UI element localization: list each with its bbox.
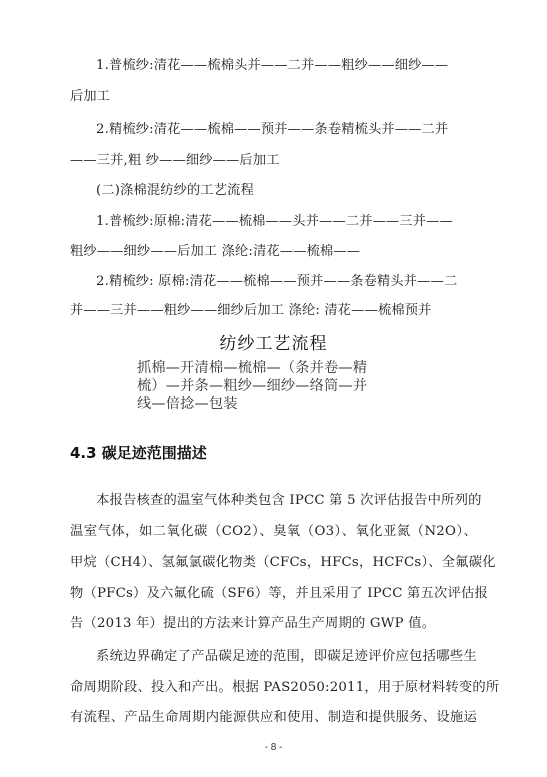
paragraph-line: 物（PFCs）及六氟化硫（SF6）等，并且采用了 IPCC 第五次评估报 bbox=[70, 586, 488, 601]
paragraph-line: 甲烷（CH4）、氢氟氯碳化物类（CFCs，HFCs，HCFCs）、全氟碳化 bbox=[70, 555, 496, 570]
process-line: 2.精梳纱:清花——梳棉——预并——条卷精梳头并——二并 bbox=[96, 122, 449, 137]
process-line: 2.精梳纱: 原棉:清花——梳棉——预并——条卷精头并——二 bbox=[96, 274, 458, 289]
paragraph-line: 本报告核查的温室气体种类包含 IPCC 第 5 次评估报告中所列的 bbox=[96, 493, 482, 508]
section-heading: 4.3 碳足迹范围描述 bbox=[70, 444, 207, 462]
process-line: ——三并,粗 纱——细纱——后加工 bbox=[70, 153, 280, 168]
paragraph-line: 系统边界确定了产品碳足迹的范围，即碳足迹评价应包括哪些生 bbox=[96, 649, 477, 664]
paragraph-line: 有流程、产品生命周期内能源供应和使用、制造和提供服务、设施运 bbox=[70, 710, 477, 725]
process-line: 并——三并——粗纱——细纱后加工 涤纶: 清花——梳棉预并 bbox=[70, 303, 432, 318]
process-line: 1.普梳纱:清花——梳棉头并——二并——粗纱——细纱—— bbox=[96, 58, 449, 73]
paragraph-line: 告（2013 年）提出的方法来计算产品生产周期的 GWP 值。 bbox=[70, 616, 436, 631]
process-line: 粗纱——细纱——后加工 涤纶:清花——梳棉—— bbox=[70, 244, 361, 259]
figure-line: 抓棉—开清棉—梳棉—（条并卷—精 bbox=[137, 360, 368, 376]
process-line: 1.普梳纱:原棉:清花——梳棉——头并——二并——三并—— bbox=[96, 214, 453, 229]
figure-line: 梳）—并条—粗纱—细纱—络筒—并 bbox=[137, 378, 368, 394]
page-number: - 8 - bbox=[264, 742, 283, 753]
figure-line: 线—倍捻—包装 bbox=[137, 396, 238, 412]
subsection-title: (二)涤棉混纺纱的工艺流程 bbox=[96, 183, 254, 198]
process-line: 后加工 bbox=[70, 89, 111, 104]
paragraph-line: 命周期阶段、投入和产出。根据 PAS2050:2011，用于原材料转变的所 bbox=[70, 680, 500, 695]
paragraph-line: 温室气体，如二氧化碳（CO2）、臭氧（O3）、氧化亚氮（N2O）、 bbox=[70, 524, 477, 539]
figure-title: 纺纱工艺流程 bbox=[219, 334, 328, 354]
